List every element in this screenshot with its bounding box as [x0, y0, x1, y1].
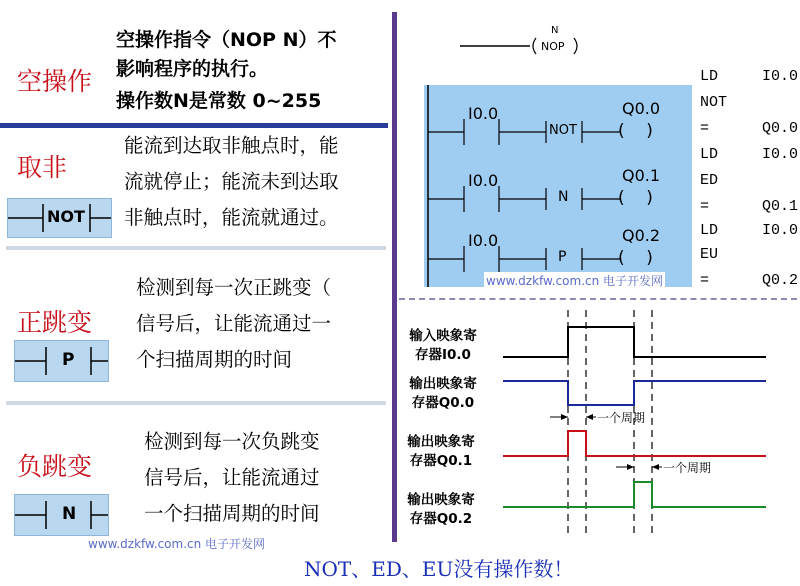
stl-op: LD	[700, 222, 719, 239]
nop-coil-top-label: N	[551, 25, 559, 36]
signal-label-line: 输出映象寄	[407, 434, 475, 450]
rung1-coil-symbol: ( )	[618, 121, 653, 141]
waveform-q00	[503, 381, 766, 405]
rung1-coil-label: Q0.0	[622, 99, 661, 118]
stl-arg: Q0.0	[762, 120, 799, 137]
divider-gray	[6, 401, 386, 405]
signal-label-i00	[393, 327, 493, 365]
divider-gray	[6, 246, 386, 250]
not-contact-label: NOT	[47, 207, 85, 226]
rung2-coil-label: Q0.1	[622, 166, 661, 185]
waveform-q02	[503, 482, 766, 507]
desc-line: 操作数N是常数 0~255	[116, 90, 322, 112]
signal-label-line: 输出映象寄	[409, 376, 477, 392]
rung1-element-label: NOT	[549, 123, 577, 138]
section-desc-positive-edge	[136, 270, 331, 378]
signal-label-q00	[393, 375, 493, 413]
stl-op: LD	[700, 68, 719, 85]
signal-label-line: 输出映象寄	[407, 492, 475, 508]
desc-line: 个扫描周期的时间	[136, 348, 293, 371]
signal-label-q02	[391, 491, 491, 529]
n-contact-symbol	[14, 494, 109, 536]
rung1-contact-label: I0.0	[468, 104, 499, 123]
desc-line: 能流到达取非触点时，能	[124, 134, 339, 157]
desc-line: 空操作指令（NOP N）不	[116, 29, 337, 51]
section-title-negative-edge: 负跳变	[17, 452, 93, 481]
stl-arg: I0.0	[762, 222, 799, 239]
signal-label-line: 存器Q0.1	[409, 453, 473, 469]
stl-op: EU	[700, 246, 719, 263]
section-title-not: 取非	[17, 153, 68, 182]
nop-coil-diagram	[460, 28, 590, 62]
desc-line: 流就停止；能流未到达取	[124, 170, 339, 193]
signal-label-line: 输入映象寄	[409, 328, 477, 344]
stl-op: =	[700, 120, 710, 137]
p-contact-symbol	[14, 340, 109, 382]
desc-line: 信号后，让能流通过一	[136, 312, 332, 335]
rung2-element-label: N	[558, 189, 569, 205]
stl-arg: I0.0	[762, 146, 799, 163]
desc-line: 检测到每一次正跳变（	[136, 276, 332, 299]
rung3-contact-label: I0.0	[468, 231, 499, 250]
desc-line: 检测到每一次负跳变	[144, 430, 320, 453]
stl-op: LD	[700, 146, 719, 163]
section-desc-not	[124, 128, 339, 236]
stl-op: ED	[700, 172, 719, 189]
section-desc-negative-edge	[144, 424, 320, 532]
stl-arg: I0.0	[762, 68, 799, 85]
footer-note: NOT、ED、EU没有操作数！	[304, 557, 574, 581]
p-contact-label: P	[62, 350, 75, 370]
rung3-coil-symbol: ( )	[618, 248, 653, 268]
signal-label-line: 存器Q0.2	[409, 511, 473, 527]
desc-line: 一个扫描周期的时间	[144, 502, 320, 525]
watermark-bottom: www.dzkfw.com.cn 电子开发网	[88, 537, 266, 551]
period-label-1: 一个周期	[597, 411, 646, 425]
ladder-diagram-panel	[424, 85, 692, 287]
desc-line: 影响程序的执行。	[116, 58, 269, 80]
period-label-2: 一个周期	[663, 461, 712, 475]
n-contact-label: N	[62, 504, 77, 524]
section-desc-nop	[116, 26, 337, 116]
stl-arg: Q0.1	[762, 198, 799, 215]
rung3-element-label: P	[558, 249, 567, 265]
dashed-separator	[399, 298, 797, 300]
desc-line: 非触点时，能流就通过。	[124, 206, 339, 229]
stl-op: =	[700, 198, 710, 215]
section-title-nop: 空操作	[17, 67, 93, 96]
desc-line: 信号后，让能流通过	[144, 466, 320, 489]
waveform-i00	[503, 327, 766, 357]
stl-op: NOT	[700, 94, 728, 111]
stl-op: =	[700, 272, 710, 289]
nop-coil-bottom-label: NOP	[541, 40, 565, 53]
stl-arg: Q0.2	[762, 272, 799, 289]
rung3-coil-label: Q0.2	[622, 226, 661, 245]
rung2-coil-symbol: ( )	[618, 188, 653, 208]
signal-label-line: 存器Q0.0	[411, 395, 475, 411]
section-title-positive-edge: 正跳变	[17, 308, 93, 337]
not-contact-symbol	[7, 198, 112, 238]
signal-label-line: 存器I0.0	[415, 347, 471, 363]
rung2-contact-label: I0.0	[468, 171, 499, 190]
watermark-middle: www.dzkfw.com.cn 电子开发网	[486, 274, 664, 288]
signal-label-q01	[391, 433, 491, 471]
